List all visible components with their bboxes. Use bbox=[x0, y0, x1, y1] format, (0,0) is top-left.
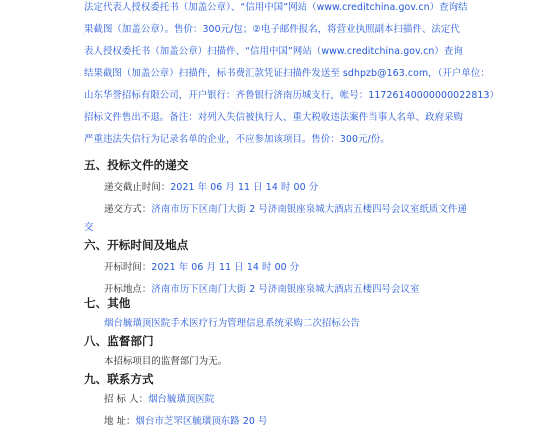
body-text-line: 山东华誉招标有限公司，开户银行：齐鲁银行济南历城支行，帐号：11726140000000022813） bbox=[84, 90, 500, 101]
submission-method-value: 济南市历下区南门大街 2 号济南银座泉城大酒店五楼四号会议室纸质文件递 bbox=[151, 204, 467, 215]
contact-address-label: 地 址： bbox=[104, 416, 136, 427]
section-heading-submission: 五、投标文件的递交 bbox=[84, 158, 189, 172]
opening-time-label: 开标时间： bbox=[104, 262, 152, 273]
section-heading-other: 七、其他 bbox=[84, 296, 131, 310]
submission-method-value-cont: 交 bbox=[84, 222, 94, 233]
section-heading-opening: 六、开标时间及地点 bbox=[84, 238, 189, 252]
body-text-line: 法定代表人授权委托书（加盖公章）、“信用中国”网站（www.creditchina.gov.cn）查询结 bbox=[84, 2, 468, 13]
opening-place-value: 济南市历下区南门大街 2 号济南银座泉城大酒店五楼四号会议室 bbox=[151, 284, 420, 295]
contact-address bbox=[104, 416, 268, 428]
section-heading-contact: 九、联系方式 bbox=[84, 372, 154, 386]
opening-time bbox=[104, 262, 299, 274]
body-text-line: 结果截图（加盖公章）扫描件，标书费汇款凭证扫描件发送至 sdhpzb@163.com，（开户单位： bbox=[84, 68, 490, 79]
submission-method bbox=[104, 204, 467, 216]
opening-place bbox=[104, 284, 419, 296]
body-text-line: 果截图（加盖公章）。售价：300元/包；②电子邮件报名，将营业执照副本扫描件、法定代 bbox=[84, 24, 460, 35]
body-text-line: 表人授权委托书（加盖公章）扫描件、“信用中国”网站（www.creditchina.gov.cn）查询 bbox=[84, 46, 463, 57]
contact-bidder-value: 烟台毓璜顶医院 bbox=[148, 394, 215, 405]
body-text-line: 招标文件售出不退。备注：对列入失信被执行人、重大税收违法案件当事人名单、政府采购 bbox=[84, 112, 464, 123]
section-heading-supervision: 八、监督部门 bbox=[84, 334, 154, 348]
contact-address-value: 烟台市芝罘区毓璜顶东路 20 号 bbox=[135, 416, 268, 427]
other-text: 烟台毓璜顶医院手术医疗行为管理信息系统采购二次招标公告 bbox=[104, 318, 360, 329]
opening-place-label: 开标地点： bbox=[104, 284, 152, 295]
contact-bidder bbox=[104, 394, 214, 406]
contact-bidder-label: 招 标 人： bbox=[104, 394, 149, 405]
submission-method-label: 递交方式： bbox=[104, 204, 152, 215]
submission-deadline-label: 递交截止时间： bbox=[104, 182, 171, 193]
opening-time-value: 2021 年 06 月 11 日 14 时 00 分 bbox=[151, 262, 300, 273]
submission-deadline-value: 2021 年 06 月 11 日 14 时 00 分 bbox=[170, 182, 319, 193]
body-text-line: 严重违法失信行为记录名单的企业，不应参加该项目。售价：300元/份。 bbox=[84, 134, 390, 145]
supervision-text: 本招标项目的监督部门为无。 bbox=[104, 356, 228, 367]
submission-deadline bbox=[104, 182, 318, 194]
